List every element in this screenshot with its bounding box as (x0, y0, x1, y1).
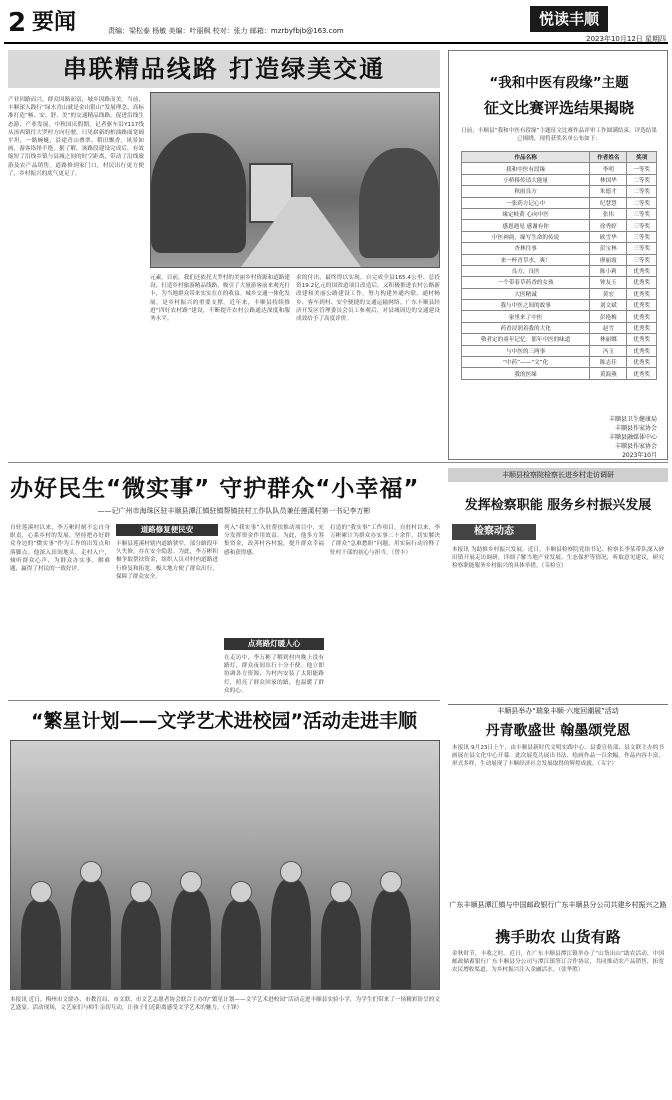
results-table (461, 151, 657, 380)
table-row (462, 243, 657, 254)
article3-body: 本报讯 近日，梅州市文联办、市教育局、市文联、市文艺志愿者协会联合主办的“繁星计划——文学艺术进校园”活动走进丰顺县实验小学，为学生们带来了一场精彩纷呈的文艺盛宴。活动现场，文艺家们与师生亲切互动，让孩子们近距离感受文学艺术的魅力。（王锋） (10, 997, 440, 1012)
bank-bar: 广东丰顺县潭江镇与中国邮政银行广东丰顺县分公司共建乡村振兴之路 (449, 901, 667, 909)
col-author: 作者姓名 (590, 152, 627, 163)
calligraphy-headline: 丹青歌盛世 翰墨颂党恩 (485, 723, 631, 739)
signer: 丰顺县融媒体中心 (608, 434, 657, 441)
cell-prize: 优秀奖 (627, 288, 657, 299)
table-row (462, 174, 657, 185)
cell-author: 黄宏 (590, 288, 627, 299)
divider (8, 700, 440, 701)
person-shape (171, 889, 211, 989)
cell-work: 良方，良医 (462, 265, 590, 276)
table-row (462, 197, 657, 208)
person-shape (71, 879, 111, 989)
procuratorate-headline: 发挥检察职能 服务乡村振兴发展 (464, 498, 652, 513)
person-head-shape (180, 871, 202, 893)
cell-prize: 优秀奖 (627, 265, 657, 276)
procuratorate-body: 本报讯 为助推乡村振兴发展，近日，丰顺县检察院党组书记、检察长李某带队深入砂田镇开展走访调研，详细了解当地产业发展、生态保护等情况，听取意见建议，研究检察职能服务乡村振兴的具体举措。（韦检宣） (452, 547, 664, 570)
cell-author: 林丽娜 (590, 334, 627, 345)
table-row (462, 357, 657, 368)
cell-work: 大医精诚 (462, 288, 590, 299)
cell-prize: 三等奖 (627, 254, 657, 265)
person-head-shape (280, 861, 302, 883)
cell-work: 缘定岐黄 心向中医 (462, 208, 590, 219)
cell-work: 敬者定的童年记忆：那年中医的味道 (462, 334, 590, 345)
person-head-shape (230, 881, 252, 903)
person-head-shape (130, 881, 152, 903)
cell-prize: 优秀奖 (627, 368, 657, 379)
person-shape (221, 899, 261, 989)
calligraphy-bar: 丰顺县举办“瑞象丰顺·六度回潮展”活动 (448, 704, 668, 716)
table-row (462, 163, 657, 174)
cell-prize: 优秀奖 (627, 334, 657, 345)
sign-date: 2023年10月 (622, 452, 657, 459)
cell-work: “中药”——“文”化 (462, 357, 590, 368)
cell-author: 陈志佳 (590, 357, 627, 368)
cell-work: 一张药方记心中 (462, 197, 590, 208)
person-shape (271, 879, 311, 989)
cell-author: 廖丽霞 (590, 254, 627, 265)
cell-prize: 三等奖 (627, 243, 657, 254)
cell-author: 李明 (590, 163, 627, 174)
table-row (462, 311, 657, 322)
bank-headline: 携手助农 山货有路 (495, 928, 621, 946)
brand-logo: 悦读丰顺 (530, 6, 608, 32)
cell-work: 小桥移传请大能量 (462, 174, 590, 185)
cell-work: 我与中医之间的故事 (462, 300, 590, 311)
cell-prize: 优秀奖 (627, 300, 657, 311)
cell-prize: 优秀奖 (627, 322, 657, 333)
article1-body-left: 产业因路而兴，群众因路而富，城乡因路而美。当前，丰顺深入践行“绿水青山就是金山银山”发展理念，高标准打造“畅、安、舒、美”的交通精品线路，促进沿线生态游、产业发展。中秋国庆假期，记者驱车沿Y117线从汤西镇往大罗村方向行驶，只见崭新的柏油路面宽阔平坦，一路蜿蜒，沿途青山叠翠、稻田飘香，风景如画，游客络绎不绝。据了解，该路段建设完成后，有效缩短了沿线乡镇与县城之间的时空距离，带动了沿线旅游及农产品销售。道路修到家门口，村民出行更方便了，乡村振兴的底气更足了。 (8, 97, 144, 177)
cell-work: 我和中医有段缘 (462, 163, 590, 174)
article2-headline: 办好民生“微实事” 守护群众“小幸福” (10, 476, 420, 502)
table-row (462, 345, 657, 356)
table-row (462, 368, 657, 379)
table-row (462, 277, 657, 288)
article2-body-1: 自驻莲溪村以来，李万彬时刻不忘自身职责，心系乡村的发展，坚持把办好群众身边的“微实事”作为工作的出发点和落脚点。他深入田间地头、走村入户，倾听群众心声，为群众办实事、解难题，赢得了村民的一致好评。 (10, 525, 110, 573)
procuratorate-bar: 丰顺县检察院检察长进乡村走访调研 (448, 468, 668, 482)
editor-credits: 责编：梁松泰 杨敏 美编：叶丽枫 校对：张力 邮箱：mzrbyfbjb@163.com (108, 27, 344, 35)
road-photo (150, 92, 440, 268)
cell-author: 彭宝林 (590, 243, 627, 254)
article2-body-5: 打造的“我实事”工作项目。自驻村以来，李万彬累计为群众办实事二十余件，切实解决了群众“急难愁盼”问题，用实际行动诠释了驻村干部的初心与担当。（曾丰） (330, 525, 440, 556)
contest-signature (609, 415, 657, 460)
cell-work: 杏林往事 (462, 243, 590, 254)
divider (8, 462, 668, 463)
cell-prize: 二等奖 (627, 174, 657, 185)
cell-prize: 优秀奖 (627, 357, 657, 368)
person-head-shape (80, 861, 102, 883)
cell-author: 徐秀婷 (590, 220, 627, 231)
calligraphy-body: 本报讯 9月23日上午，由丰顺县新时代文明实践中心、县委宣传部、县文联主办的书画展在县文化中心开幕。此次展览共展出书法、绘画作品一百余幅，作品内容丰富、形式多样，生动展现了丰顺经济社会发展取得的辉煌成就。（韦宇） (452, 745, 664, 768)
cell-work: 中医神韵，缘写生命的传说 (462, 231, 590, 242)
cell-author: 林国华 (590, 174, 627, 185)
cell-work: 感恩遇见 感谢有你 (462, 220, 590, 231)
cell-prize: 优秀奖 (627, 311, 657, 322)
cell-author: 朱德才 (590, 186, 627, 197)
cell-work: 秋雨良方 (462, 186, 590, 197)
cell-author: 冯玉 (590, 345, 627, 356)
col-prize: 奖项 (627, 152, 657, 163)
article2-body-4: 在走访中，李万彬了解到村内晚上没有路灯，群众夜间出行十分不便。他立即协调各方资源，为村内安装了太阳能路灯，照亮了群众回家的路，也温暖了群众的心。 (224, 655, 324, 694)
cell-prize: 三等奖 (627, 231, 657, 242)
page-number: 2 (8, 8, 27, 38)
table-row (462, 300, 657, 311)
masthead (4, 4, 668, 44)
cell-prize: 一等奖 (627, 163, 657, 174)
cell-author: 黄海燕 (590, 368, 627, 379)
person-head-shape (30, 881, 52, 903)
person-shape (21, 899, 61, 989)
table-row (462, 265, 657, 276)
cell-prize: 二等奖 (627, 186, 657, 197)
cell-prize: 优秀奖 (627, 345, 657, 356)
article2-body-3: 列入“我实事”入驻帮扶推动项目中，充分发挥资金作用效益。为此，他多方筹集资金，改善村容村貌，提升群众幸福感和获得感。 (224, 525, 324, 556)
contest-headline-2: 征文比赛评选结果揭晓 (483, 99, 634, 117)
tree-shape (151, 133, 246, 253)
signer: 丰顺县卫生健康局 (608, 416, 657, 423)
cell-prize: 三等奖 (627, 220, 657, 231)
article2-subheadline: ——记广州市海珠区驻丰顺县潭江镇驻镇帮镇扶村工作队队员兼任莲溪村第一书记李万彬 (97, 507, 371, 515)
signer: 丰顺县作家协会 (614, 443, 657, 450)
table-row (462, 186, 657, 197)
cell-author: 钟友玉 (590, 277, 627, 288)
contest-results-box (448, 50, 668, 460)
tree-shape (359, 148, 439, 258)
cell-author: 赵雪 (590, 322, 627, 333)
article2-body-2: 丰顺县莲溪村辖内道路狭窄，部分路段年久失修，存在安全隐患。为此，李万彬积极争取帮扶资金，组织人员对村内道路进行修复和拓宽，极大地方便了群众出行，保障了群众安全。 (116, 541, 218, 580)
person-shape (321, 899, 361, 989)
col-work: 作品名称 (462, 152, 590, 163)
cell-author: 陈小莉 (590, 265, 627, 276)
cell-prize: 二等奖 (627, 197, 657, 208)
issue-date: 2023年10月12日 星期四 (586, 35, 666, 43)
person-shape (121, 899, 161, 989)
cell-author: 彭艳梅 (590, 311, 627, 322)
procuratorate-tag: 检察动态 (452, 524, 536, 540)
cell-work: 一个带着草药香的女孩 (462, 277, 590, 288)
signer: 丰顺县作家协会 (614, 425, 657, 432)
cell-work: 药香浸润着我的大化 (462, 322, 590, 333)
contest-headline-1: “我和中医有段缘”主题 (489, 75, 629, 91)
cell-work: 家里来了中医 (462, 311, 590, 322)
table-row (462, 220, 657, 231)
cell-work: 我的医缘 (462, 368, 590, 379)
subhead-road-repair: 道路修复便民安 (116, 524, 218, 536)
cell-author: 纪慧慧 (590, 197, 627, 208)
person-shape (371, 889, 411, 989)
cell-prize: 三等奖 (627, 208, 657, 219)
article1-body-right: 求的付出，最终得以实现。自完成全县165.4公里、总投资19.2亿元的国省道项目改造后，又积极推进农村公路新改建和美丽公路建设工作，努力构建外通内联、通村畅乡、客车到村、安全便捷的交通运输网络。广东丰顺县经济开发区管理委员会员工参观后，对县城周边的交通建设成效给予了高度评价。 (296, 275, 440, 323)
person-head-shape (380, 871, 402, 893)
subhead-street-lights: 点亮路灯暖人心 (224, 638, 324, 650)
cell-work: 来一杯青草水，爽！ (462, 254, 590, 265)
section-title: 要闻 (32, 10, 77, 35)
cell-author: 欧雪华 (590, 231, 627, 242)
cell-work: 与中医的三两事 (462, 345, 590, 356)
table-row (462, 334, 657, 345)
person-head-shape (330, 881, 352, 903)
table-row (462, 322, 657, 333)
cell-author: 刘文斌 (590, 300, 627, 311)
article3-headline: “繁星计划——文学艺术进校园”活动走进丰顺 (31, 710, 417, 732)
article1-headline: 串联精品线路 打造绿美交通 (8, 50, 440, 88)
bank-body: 金秋时节，丰收之时。近日，在广东丰顺县潭江镇举办了“山货出山”助农活动，中国邮政储蓄银行广东丰顺县分公司与潭江镇签订合作协议，共同推动农产品销售，拓宽农民增收渠道，为乡村振兴注入金融活水。（张华胜） (452, 951, 664, 974)
table-row (462, 288, 657, 299)
contest-intro: 日前，丰顺县“我和中医有段缘”主题征文比赛作品评审工作圆满结束，评选结果已揭晓。现将获奖名单公布如下： (461, 128, 657, 142)
cell-author: 张伟 (590, 208, 627, 219)
students-photo (10, 740, 440, 990)
article1-body-mid: 元素。目前，我们还依托大罗村的美丽乡村资源和道路建设，打造乡村旅游精品线路，吸引了大量游客前来观光打卡，为当地群众带来实实在在的收益。城乡交通一体化发展，是乡村振兴的重要支撑。近年来，丰顺县持续推进“四好农村路”建设，不断提升农村公路通达深度和服务水平。 (150, 275, 290, 323)
table-row (462, 254, 657, 265)
table-row (462, 208, 657, 219)
table-row (462, 231, 657, 242)
cell-prize: 优秀奖 (627, 277, 657, 288)
